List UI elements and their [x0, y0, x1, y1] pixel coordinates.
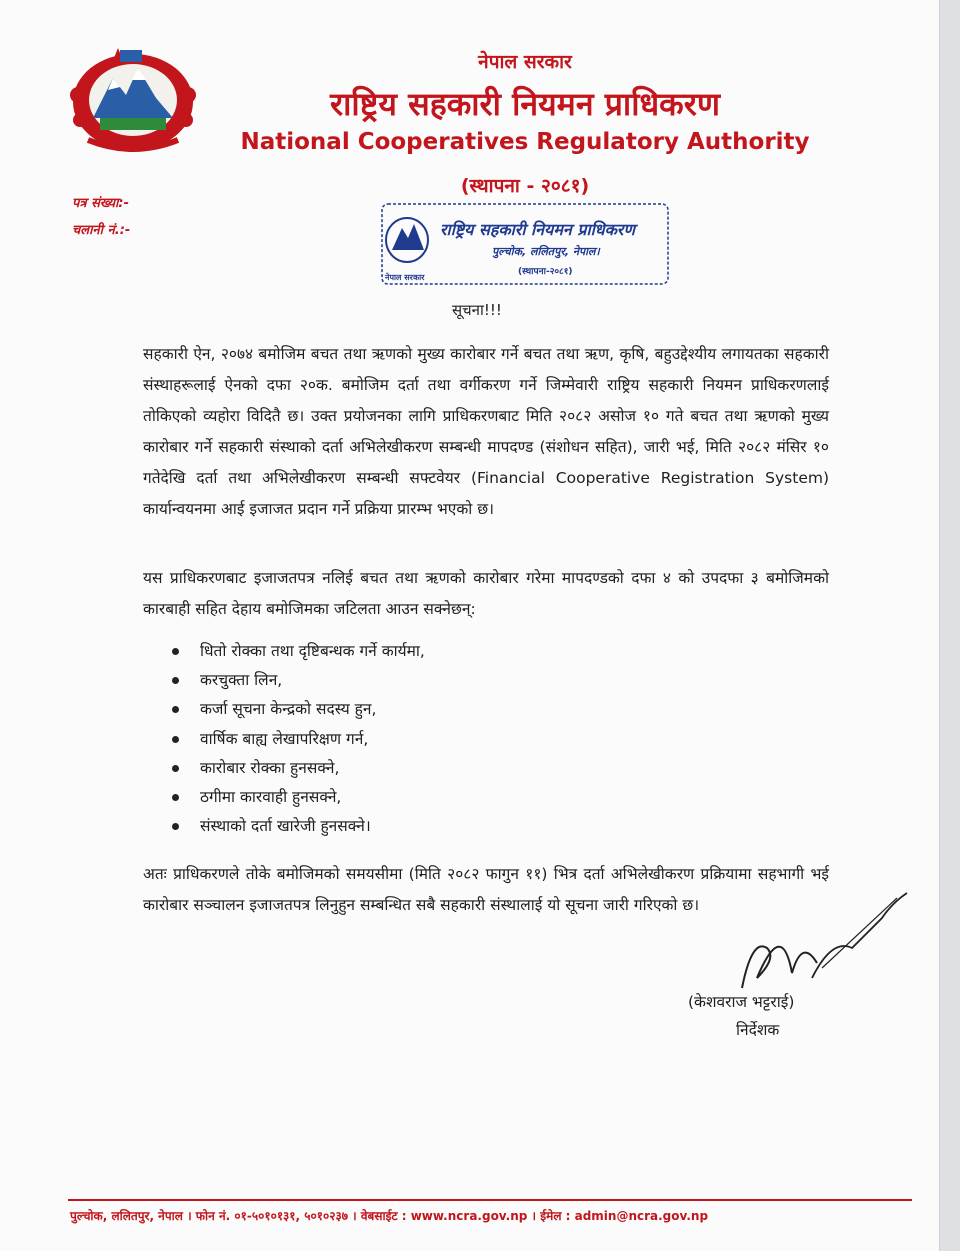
notice-title: सूचना!!!	[452, 301, 502, 319]
letter-number-label: पत्र संख्या:-	[72, 196, 129, 211]
nepal-emblem-icon	[58, 40, 208, 155]
bullet-icon	[172, 706, 179, 713]
authority-name-english: National Cooperatives Regulatory Authority	[240, 129, 810, 155]
list-item-text: ठगीमा कारवाही हुनसक्ने,	[200, 787, 342, 806]
office-stamp	[380, 200, 672, 290]
list-item-text: संस्थाको दर्ता खारेजी हुनसक्ने।	[200, 817, 371, 836]
footer-contact: पुल्चोक, ललितपुर, नेपाल । फोन नं. ०१-५०१०१३१, ५०१०२३७ । वेबसाईट : www.ncra.gov.np । ईमेल : admin@ncra.gov.np	[70, 1209, 709, 1223]
list-item	[172, 695, 425, 724]
notice-paragraph-2: यस प्राधिकरणबाट इजाजतपत्र नलिई बचत तथा ऋणको कारोबार गरेमा मापदण्डको दफा ४ को उपदफा ३ बमोजिमको कारबाही सहित देहाय बमोजिमका जटिलता आउन सक्नेछन्:	[143, 569, 829, 618]
list-item-text: करचुक्ता लिन,	[200, 671, 283, 690]
bullet-icon	[172, 794, 179, 801]
established-year: (स्थापना - २०८१)	[460, 175, 590, 197]
bullet-icon	[172, 736, 179, 743]
footer-divider	[68, 1199, 912, 1201]
stamp-address: पुल्चोक, ललितपुर, नेपाल।	[492, 245, 600, 258]
list-item-text: धितो रोक्का तथा दृष्टिबन्धक गर्ने कार्यमा,	[200, 642, 425, 660]
authority-name-nepali: राष्ट्रिय सहकारी नियमन प्राधिकरण	[330, 85, 720, 123]
dispatch-number-label: चलानी नं.:-	[72, 223, 131, 238]
bullet-icon	[172, 823, 179, 830]
bullet-icon	[172, 765, 179, 772]
list-item-text: वार्षिक बाह्य लेखापरिक्षण गर्न,	[200, 729, 369, 748]
consequences-list	[172, 637, 425, 841]
government-heading: नेपाल सरकार	[478, 51, 572, 73]
list-item-text: कर्जा सूचना केन्द्रको सदस्य हुन,	[200, 700, 377, 719]
list-item-text: कारोबार रोक्का हुनसक्ने,	[200, 758, 340, 777]
list-item	[172, 637, 425, 666]
list-item	[172, 666, 425, 695]
list-item	[172, 725, 425, 754]
page-edge	[939, 0, 960, 1251]
signer-name: (केशवराज भट्टराई)	[688, 993, 795, 1011]
stamp-title: राष्ट्रिय सहकारी नियमन प्राधिकरण	[440, 220, 635, 239]
list-item	[172, 754, 425, 783]
signer-designation: निर्देशक	[736, 1021, 780, 1039]
notice-paragraph-1: सहकारी ऐन, २०७४ बमोजिम बचत तथा ऋणको मुख्य कारोबार गर्ने बचत तथा ऋण, कृषि, बहुउद्देश्यीय लगायतका सहकारी संस्थाहरूलाई ऐनको दफा २०क. बमोजिम दर्ता तथा वर्गीकरण गर्ने जिम्मेवारी राष्ट्रिय सहकारी नियमन प्राधिकरणलाई तोकिएको व्यहोरा विदितै छ। उक्त प्रयोजनका लागि प्राधिकरणबाट मिति २०८२ असोज १० गते बचत तथा ऋणको मुख्य कारोबार गर्ने सहकारी संस्थाको दर्ता अभिलेखीकरण सम्बन्धी मापदण्ड (संशोधन सहित), जारी भई, मिति २०८२ मंसिर १० गतेदेखि दर्ता तथा अभिलेखीकरण सम्बन्धी सफ्टवेयर (Financial Cooperative Registration System) कार्यान्वयनमा आई इजाजत प्रदान गर्ने प्रक्रिया प्रारम्भ भएको छ।	[143, 345, 829, 518]
bullet-icon	[172, 677, 179, 684]
stamp-established: (स्थापना-२०८१)	[518, 267, 573, 277]
handwritten-signature	[722, 878, 922, 1008]
list-item	[172, 812, 425, 841]
list-item	[172, 783, 425, 812]
bullet-icon	[172, 648, 179, 655]
stamp-government: नेपाल सरकार	[385, 273, 425, 282]
notice-paragraph-3: अतः प्राधिकरणले तोके बमोजिमको समयसीमा (मिति २०८२ फागुन ११) भित्र दर्ता अभिलेखीकरण प्रक्रियामा सहभागी भई कारोबार सञ्चालन इजाजतपत्र लिनुहुन सम्बन्धित सबै सहकारी संस्थालाई यो सूचना जारी गरिएको छ।	[143, 865, 829, 914]
